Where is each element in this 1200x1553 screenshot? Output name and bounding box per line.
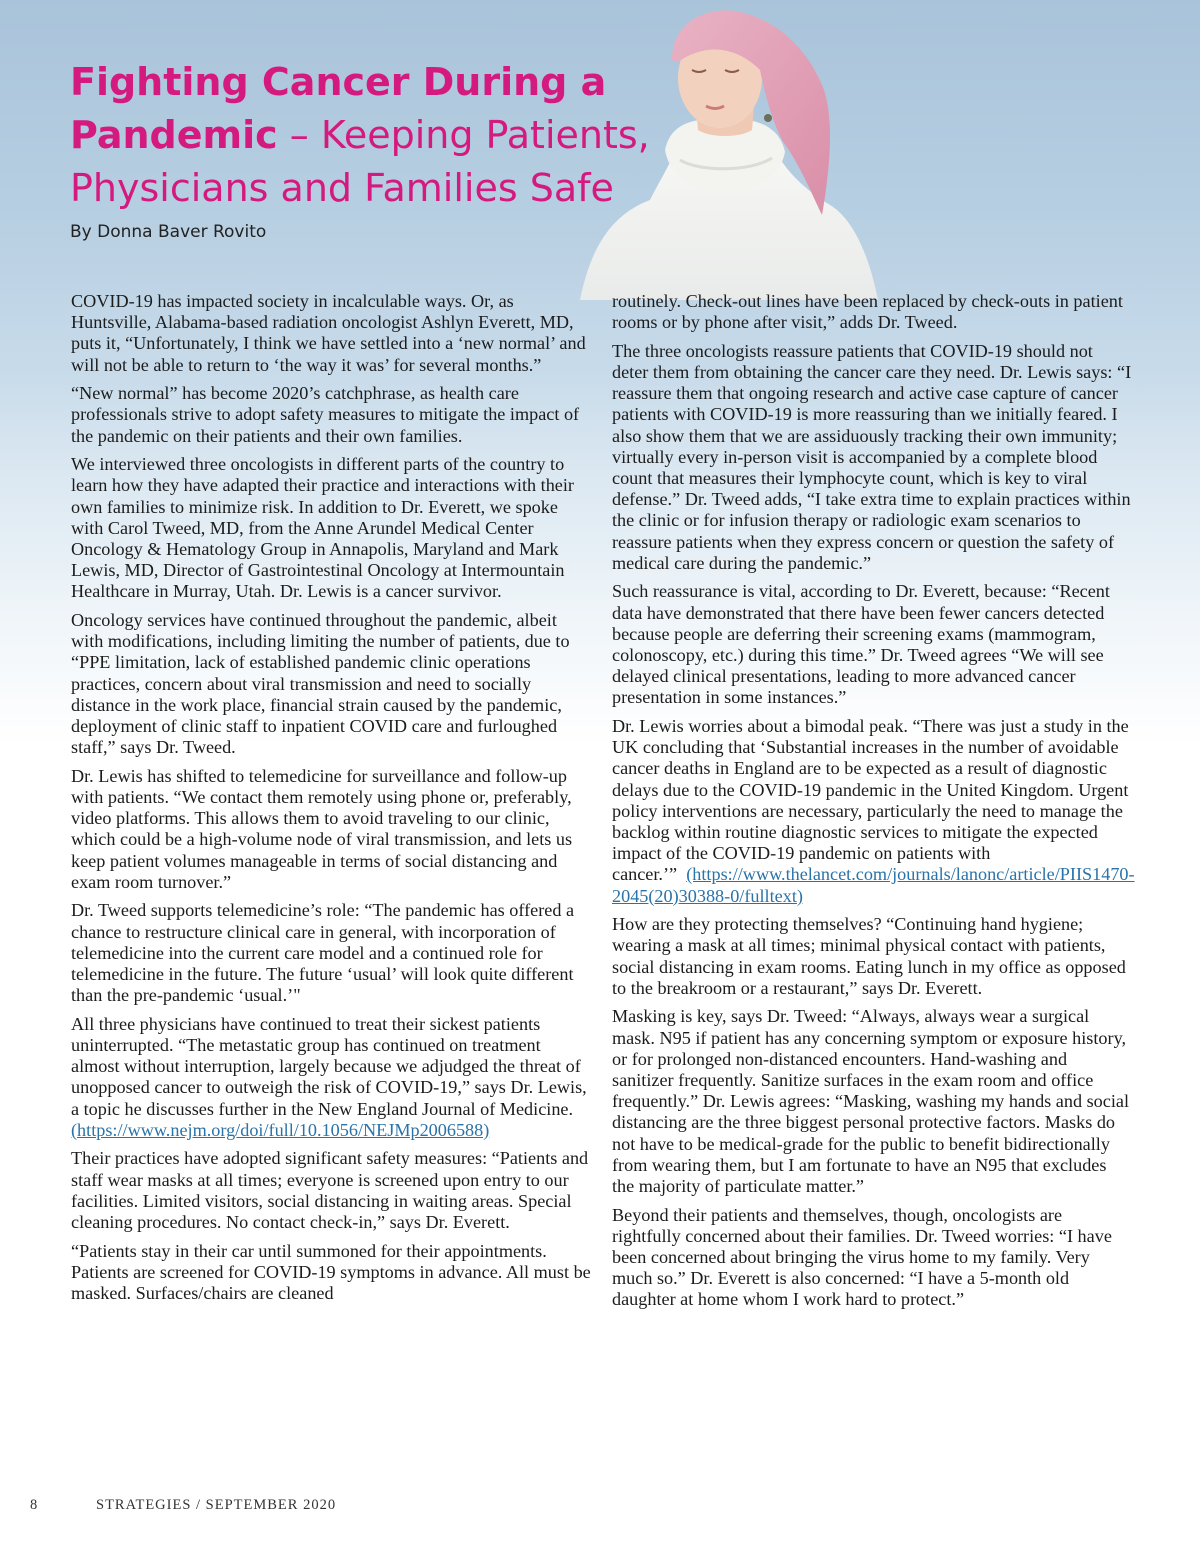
nejm-link[interactable]: (https://www.nejm.org/doi/full/10.1056/NEJMp2006588) xyxy=(71,1119,490,1140)
publication-name: STRATEGIES / SEPTEMBER 2020 xyxy=(96,1497,337,1513)
paragraph: Dr. Tweed supports telemedicine’s role: “The pandemic has offered a chance to restructure clinical care in general, with incorporation of telemedicine into the current care model and a continued role for telemedicine in the future. The future ‘usual’ will look quite different than the pre-pandemic ‘usual.’" xyxy=(71,900,575,1006)
paragraph: The three oncologists reassure patients that COVID-19 should not deter them from obtaining the cancer care they need. Dr. Lewis says: “I reassure them that ongoing research and active case capture of cancer patients with COVID-19 is more reassuring than we initially feared. I also show them that we are assiduously tracking their own immunity; virtually every in-person visit is accompanied by a complete blood count that measures their lymphocyte count, which is key to viral defense.” Dr. Tweed adds, “I take extra time to explain practices within the clinic or for infusion therapy or radiologic exam scenarios to reassure patients when they express concern or question the safety of medical care during the pandemic.” xyxy=(612,340,1132,573)
paragraph-with-link xyxy=(612,716,1135,907)
paragraph: COVID-19 has impacted society in incalculable ways. Or, as Huntsville, Alabama-based radiation oncologist Ashlyn Everett, MD, puts it, “Unfortunately, I think we have settled into a ‘new normal’ and will not be able to return to ‘the way it was’ for several months.” xyxy=(71,291,586,375)
article-title xyxy=(70,56,670,215)
paragraph-text: Dr. Lewis worries about a bimodal peak. “There was just a study in the UK concluding that ‘Substantial increases in the number of avoidable cancer deaths in England are to be expected as a result of diagnostic delays due to the COVID-19 pandemic in the United Kingdom. Urgent policy interventions are necessary, particularly the need to manage the backlog within routine diagnostic services to mitigate the expected impact of the COVID-19 pandemic on patients with cancer.’” xyxy=(612,716,1129,885)
paragraph: routinely. Check-out lines have been replaced by check-outs in patient rooms or by phone after visit,” adds Dr. Tweed. xyxy=(612,291,1123,333)
paragraph-with-link xyxy=(71,1014,591,1141)
paragraph: Their practices have adopted significant safety measures: “Patients and staff wear masks at all times; everyone is screened upon entry to our facilities. Limited visitors, social distancing in waiting areas. Special cleaning procedures. No contact check-in,” says Dr. Everett. xyxy=(71,1148,589,1233)
lancet-link[interactable]: (https://www.thelancet.com/journals/lanonc/article/PIIS1470-2045(20)30388-0/fulltext) xyxy=(612,864,1135,906)
page-footer xyxy=(30,1497,336,1514)
paragraph: Such reassurance is vital, according to Dr. Everett, because: “Recent data have demonstrated that there have been fewer cancers detected because people are deferring their screening exams (mammogram, colonoscopy, etc.) during this time.” Dr. Tweed agrees “We will see delayed clinical presentations, leading to more advanced cancer presentation in some instances.” xyxy=(612,581,1110,708)
paragraph: Oncology services have continued throughout the pandemic, albeit with modifications, including limiting the number of patients, due to “PPE limitation, lack of established pandemic clinic operations practices, concern about viral transmission and need to socially distance in the work place, financial strain caused by the pandemic, deployment of clinic staff to inpatient COVID care and furloughed staff,” says Dr. Tweed. xyxy=(71,610,570,758)
left-column xyxy=(71,291,591,1312)
paragraph-text: All three physicians have continued to treat their sickest patients uninterrupted. “The metastatic group has continued on treatment almost without interruption, largely because we adjudged the threat of unopposed cancer to outweigh the risk of COVID-19,” says Dr. Lewis, a topic he discusses further in the New England Journal of Medicine. xyxy=(71,1013,587,1119)
paragraph: “Patients stay in their car until summoned for their appointments. Patients are screened for COVID-19 symptoms in advance. All must be masked. Surfaces/chairs are cleaned xyxy=(71,1240,591,1304)
right-column xyxy=(612,291,1135,1318)
paragraph: Masking is key, says Dr. Tweed: “Always, always wear a surgical mask. N95 if patient has any concerning symptom or exposure history, or for prolonged non-distanced encounters. Hand-washing and sanitizer frequently. Sanitize surfaces in the exam room and office frequently.” Dr. Lewis agrees: “Masking, washing my hands and social distancing are the three biggest personal protective factors. Masks do not have to be medical-grade for the public to benefit bidirectionally from wearing them, but I am fortunate to have an N95 that excludes the majority of particulate matter.” xyxy=(612,1006,1130,1197)
paragraph: “New normal” has become 2020’s catchphrase, as health care professionals strive to adopt safety measures to mitigate the impact of the pandemic on their patients and their own families. xyxy=(71,383,580,446)
paragraph: We interviewed three oncologists in different parts of the country to learn how they have adapted their practice and interactions with their own families to minimize risk. In addition to Dr. Everett, we spoke with Carol Tweed, MD, from the Anne Arundel Medical Center Oncology & Hematology Group in Annapolis, Maryland and Mark Lewis, MD, Director of Gastrointestinal Oncology at Intermountain Healthcare in Murray, Utah. Dr. Lewis is a cancer survivor. xyxy=(71,454,574,602)
byline: By Donna Baver Rovito xyxy=(70,222,267,242)
paragraph: Dr. Lewis has shifted to telemedicine for surveillance and follow-up with patients. “We contact them remotely using phone or, preferably, video platforms. This allows them to avoid traveling to our clinic, which could be a high-volume node of viral transmission, and lets us keep patient volumes manageable in terms of social distancing and exam room turnover.” xyxy=(71,765,573,892)
title-bold-line-1: Fighting Cancer During a xyxy=(70,60,607,104)
paragraph: How are they protecting themselves? “Continuing hand hygiene; wearing a mask at all times; minimal physical contact with patients, social distancing in exam rooms. Eating lunch in my office as opposed to the breakroom or a restaurant,” says Dr. Everett. xyxy=(612,914,1126,998)
title-subtitle-line-2: – Keeping Patients, xyxy=(277,113,650,157)
page-number: 8 xyxy=(30,1497,39,1513)
title-bold-line-2: Pandemic xyxy=(70,113,278,157)
title-subtitle-line-3: Physicians and Families Safe xyxy=(70,166,614,210)
paragraph: Beyond their patients and themselves, though, oncologists are rightfully concerned about their families. Dr. Tweed worries: “I have been concerned about bringing the virus home to my family. Very much so.” Dr. Everett is also concerned: “I have a 5-month old daughter at home whom I work hard to protect.” xyxy=(612,1204,1112,1310)
